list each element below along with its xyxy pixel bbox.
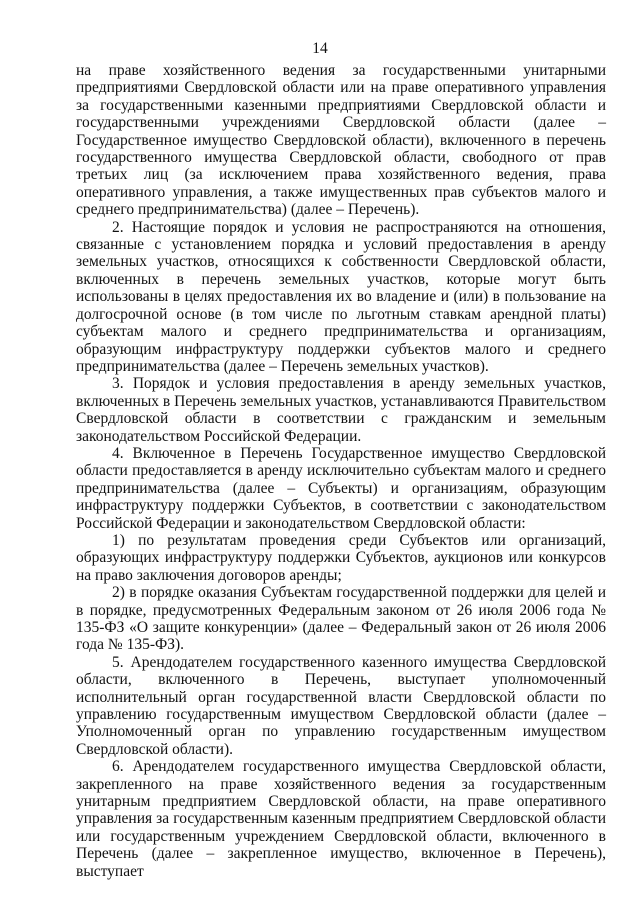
paragraph-item-6: 6. Арендодателем государственного имущества Свердловской области, закрепленного на праве хозяйственного ведения за государственным унитарным предприятием Свердловской области, на праве оперативного управления за государственным казенным предприятием Свердловской области или государственным учреждением Свердловской области, включенного в Перечень (далее – закрепленное имущество, включенное в Перечень), выступает <box>76 758 606 880</box>
document-body <box>76 62 606 880</box>
paragraph-item-2: 2. Настоящие порядок и условия не распространяются на отношения, связанные с установлением порядка и условий предоставления в аренду земельных участков, относящихся к собственности Свердловской области, включенных в перечень земельных участков, которые могут быть использованы в целях предоставления их во владение и (или) в пользование на долгосрочной основе (в том числе по льготным ставкам арендной платы) субъектам малого и среднего предпринимательства и организациям, образующим инфраструктуру поддержки субъектов малого и среднего предпринимательства (далее – Перечень земельных участков). <box>76 218 606 375</box>
page-number: 14 <box>312 40 328 57</box>
subparagraph-1: 1) по результатам проведения среди Субъектов или организаций, образующих инфраструктуру поддержки Субъектов, аукционов или конкурсов на право заключения договоров аренды; <box>76 531 606 584</box>
paragraph-item-5: 5. Арендодателем государственного казенного имущества Свердловской области, включенного в Перечень, выступает уполномоченный исполнительный орган государственной власти Свердловской области по управлению государственным имуществом Свердловской области (далее – Уполномоченный орган по управлению государственным имуществом Свердловской области). <box>76 653 606 758</box>
paragraph-continuation: на праве хозяйственного ведения за государственными унитарными предприятиями Свердловской области или на праве оперативного управления за государственными казенными предприятиями Свердловской области и государственными учреждениями Свердловской области (далее – Государственное имущество Свердловской области), включенного в перечень государственного имущества Свердловской области, свободного от прав третьих лиц (за исключением права хозяйственного ведения, права оперативного управления, а также имущественных прав субъектов малого и среднего предпринимательства) (далее – Перечень). <box>76 62 606 219</box>
subparagraph-2: 2) в порядке оказания Субъектам государственной поддержки для целей и в порядке, предусмотренных Федеральным законом от 26 июля 2006 года № 135-ФЗ «О защите конкуренции» (далее – Федеральный закон от 26 июля 2006 года № 135-ФЗ). <box>76 584 606 654</box>
paragraph-item-3: 3. Порядок и условия предоставления в аренду земельных участков, включенных в Перечень земельных участков, устанавливаются Правительством Свердловской области в соответствии с гражданским и земельным законодательством Российской Федерации. <box>76 375 606 445</box>
paragraph-item-4: 4. Включенное в Перечень Государственное имущество Свердловской области предоставляется в аренду исключительно субъектам малого и среднего предпринимательства (далее – Субъекты) и организациям, образующим инфраструктуру поддержки Субъектов, в соответствии с законодательством Российской Федерации и законодательством Свердловской области: <box>76 444 606 532</box>
